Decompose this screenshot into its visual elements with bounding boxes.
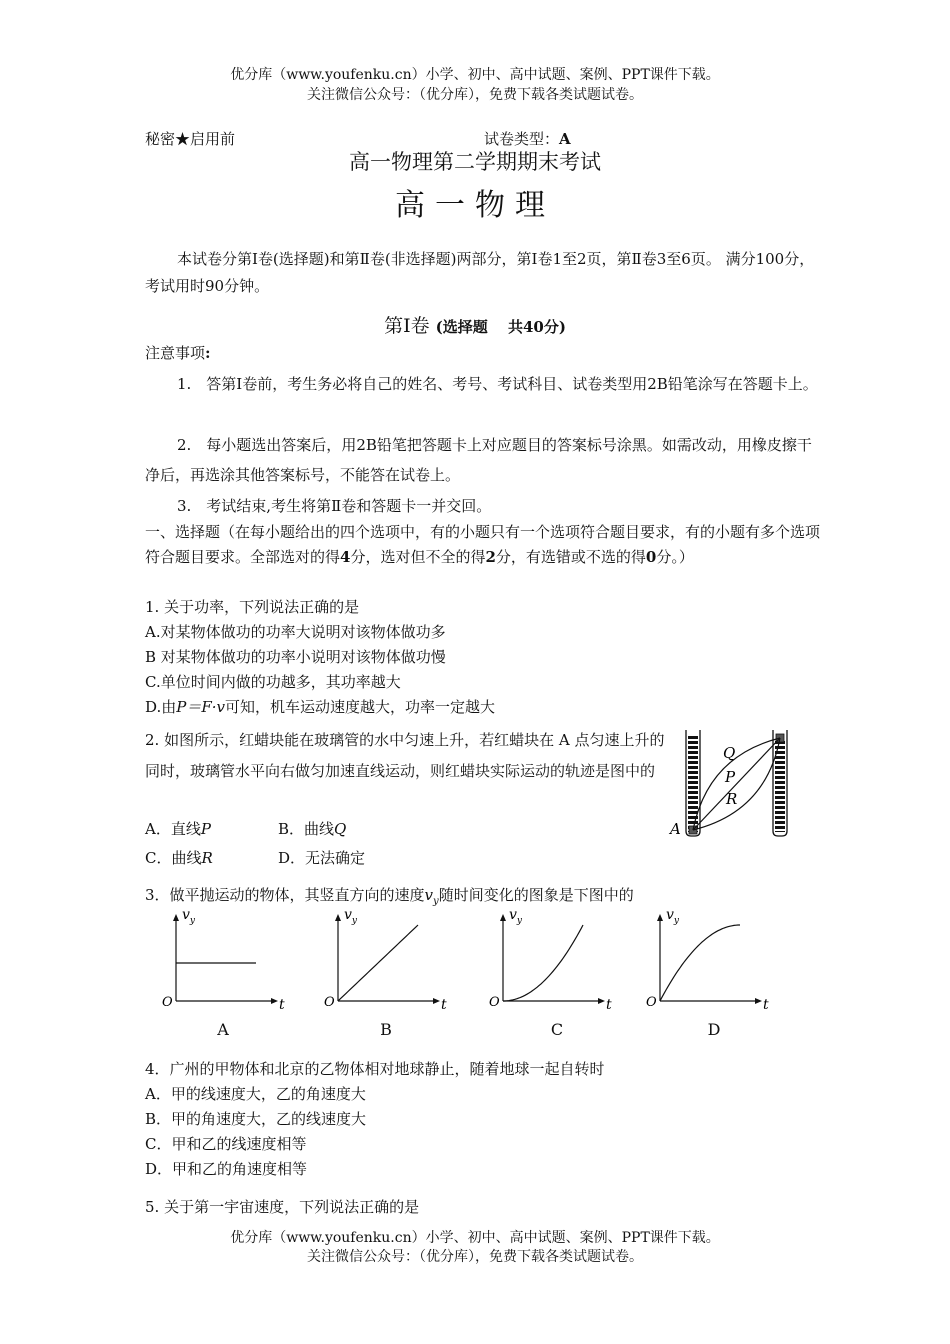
graph-b-x-label: t xyxy=(441,997,447,1013)
paper-type-label: 试卷类型： xyxy=(484,130,560,148)
instructions-a: 一、选择题（在每小题给出的四个选项中，有的小题只有一个选项符合题目要求，有的小题有多个选项符合题目要求。全部选对的得 xyxy=(145,523,821,566)
q2-option-c-pre: C．曲线 xyxy=(145,849,202,867)
graph-c-y-arrow xyxy=(500,914,506,921)
note-item: 1. 答第Ⅰ卷前，考生务必将自己的姓名、考号、考试科目、试卷类型用2B铅笔涂写在答题卡上。 xyxy=(177,375,818,393)
graph-b-y-arrow xyxy=(335,914,341,921)
secret-label: 秘密★启用前 xyxy=(145,130,236,148)
label-a: A xyxy=(670,820,681,838)
instructions-c: 分，有选错或不选的得 xyxy=(495,548,646,566)
page-header-line2: 关注微信公众号：（优分库），免费下载各类试题试卷。 xyxy=(307,87,643,103)
graph-d-x-arrow xyxy=(755,998,762,1004)
label-q: Q xyxy=(723,744,736,762)
q1-option-d-post: 可知，机车运动速度越大，功率一定越大 xyxy=(225,698,496,716)
section-title-sub: (选择题 共 xyxy=(435,318,523,336)
graph-b-y-label: $v_y$ xyxy=(344,907,358,926)
q4-option-b: B．甲的角速度大，乙的线速度大 xyxy=(145,1110,367,1128)
instructions-b: 分，选对但不全的得 xyxy=(350,548,486,566)
page-header-line1: 优分库（www.youfenku.cn）小学、初中、高中试题、案例、PPT课件下载。 xyxy=(230,67,720,83)
section-points-unit: 分) xyxy=(543,318,566,336)
q1-option-b: B 对某物体做功的功率小说明对该物体做功慢 xyxy=(145,648,446,666)
instructions-full-score: 4 xyxy=(340,548,351,566)
section-points: 40 xyxy=(522,318,544,336)
q1-option-a: A.对某物体做功的功率大说明对该物体做功多 xyxy=(145,623,446,641)
graph-label-b: B xyxy=(380,1020,392,1039)
q1-option-d-pre: D.由 xyxy=(145,698,177,716)
graph-a-origin: O xyxy=(162,995,173,1010)
q1-stem: 1. 关于功率，下列说法正确的是 xyxy=(145,598,360,616)
graph-a-y-label: $v_y$ xyxy=(182,907,196,926)
paper-type-value: A xyxy=(559,130,571,148)
q3-stem-sub: y xyxy=(433,896,439,907)
section-title-main: 第Ⅰ卷 xyxy=(384,315,430,337)
graph-a-y-arrow xyxy=(173,914,179,921)
q5-stem: 5. 关于第一宇宙速度，下列说法正确的是 xyxy=(145,1198,420,1216)
label-p: P xyxy=(725,768,736,786)
graph-c-y-label: $v_y$ xyxy=(509,907,523,926)
q3-stem-pre: 3．做平抛运动的物体，其竖直方向的速度 xyxy=(145,886,425,904)
q2-option-a-var: P xyxy=(200,820,211,838)
graph-d-y-arrow xyxy=(657,914,663,921)
graph-b-curve xyxy=(338,925,418,1001)
graph-label-a: A xyxy=(217,1020,229,1039)
q2-stem: 2. 如图所示，红蜡块能在玻璃管的水中匀速上升，若红蜡块在 A 点匀速上升的同时，玻璃管水平向右做匀加速直线运动，则红蜡块实际运动的轨迹是图中的 xyxy=(145,731,665,780)
q1-option-c: C.单位时间内做的功越多，其功率越大 xyxy=(145,673,401,691)
graph-d-curve xyxy=(660,925,740,1001)
subject-title: 高一物理 xyxy=(395,188,555,223)
q2-option-c-var: R xyxy=(201,849,213,867)
graph-b-x-arrow xyxy=(433,998,440,1004)
q3-stem-post: 随时间变化的图象是下图中的 xyxy=(438,886,634,904)
instructions-d: 分。） xyxy=(656,548,694,566)
graph-label-d: D xyxy=(707,1020,721,1039)
q2-option-d: D．无法确定 xyxy=(278,849,366,867)
notes-heading-colon: : xyxy=(205,344,211,362)
label-r: R xyxy=(726,790,738,808)
graph-c-x-arrow xyxy=(598,998,605,1004)
q4-option-a: A．甲的线速度大，乙的角速度大 xyxy=(145,1085,366,1103)
graph-a-x-arrow xyxy=(271,998,278,1004)
page-footer-line2: 关注微信公众号：（优分库），免费下载各类试题试卷。 xyxy=(307,1249,643,1265)
note-item: 2. 每小题选出答案后，用2B铅笔把答题卡上对应题目的答案标号涂黑。如需改动，用橡皮擦干净后，再选涂其他答案标号，不能答在试卷上。 xyxy=(145,436,812,484)
q2-option-b-var: Q xyxy=(334,820,347,838)
q1-option-d-formula: P＝F·v xyxy=(176,698,226,716)
graph-d-x-label: t xyxy=(763,997,769,1013)
q4-option-c: C．甲和乙的线速度相等 xyxy=(145,1135,307,1153)
intro-paragraph: 本试卷分第Ⅰ卷(选择题)和第Ⅱ卷(非选择题)两部分，第Ⅰ卷1至2页，第Ⅱ卷3至6页。 满分100分，考试用时90分钟。 xyxy=(145,250,815,295)
graph-d-origin: O xyxy=(646,995,657,1010)
instructions-partial-score: 2 xyxy=(485,548,496,566)
graph-b-origin: O xyxy=(324,995,335,1010)
q4-stem: 4．广州的甲物体和北京的乙物体相对地球静止，随着地球一起自转时 xyxy=(145,1060,605,1078)
graph-c-origin: O xyxy=(489,995,500,1010)
notes-heading-text: 注意事项 xyxy=(145,344,206,362)
instructions-zero-score: 0 xyxy=(645,548,657,566)
graph-c-curve xyxy=(503,925,583,1001)
graph-a-x-label: t xyxy=(279,997,285,1013)
graph-d-y-label: $v_y$ xyxy=(666,907,680,926)
q2-option-a-pre: A．直线 xyxy=(145,820,201,838)
q3-stem-var: v xyxy=(424,886,434,904)
graph-label-c: C xyxy=(550,1020,564,1039)
exam-title: 高一物理第二学期期末考试 xyxy=(349,150,601,174)
page-footer-line1: 优分库（www.youfenku.cn）小学、初中、高中试题、案例、PPT课件下载。 xyxy=(230,1230,720,1246)
q2-option-b-pre: B．曲线 xyxy=(278,820,335,838)
note-item: 3. 考试结束,考生将第Ⅱ卷和答题卡一并交回。 xyxy=(177,497,492,515)
graph-c-x-label: t xyxy=(606,997,612,1013)
q4-option-d: D．甲和乙的角速度相等 xyxy=(145,1160,308,1178)
